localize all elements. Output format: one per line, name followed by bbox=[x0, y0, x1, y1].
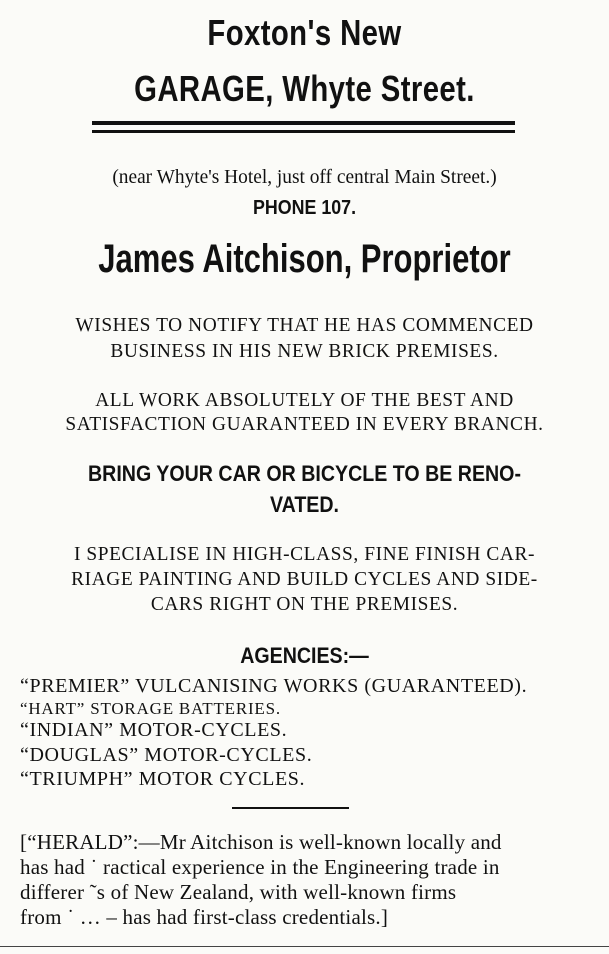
specialise-line-3: CARS RIGHT ON THE PREMISES. bbox=[150, 593, 459, 615]
quality-line-2: SATISFACTION GUARANTEED IN EVERY BRANCH. bbox=[65, 413, 544, 435]
proprietor-heading: James Aitchison, Proprietor bbox=[98, 237, 511, 281]
agencies-heading: AGENCIES:— bbox=[240, 643, 369, 668]
agency-item: “TRIUMPH” MOTOR CYCLES. bbox=[20, 768, 306, 790]
title-line-1: Foxton's New bbox=[207, 12, 402, 53]
divider-rule bbox=[232, 807, 349, 809]
notice-line-1: WISHES TO NOTIFY THAT HE HAS COMMENCED bbox=[75, 314, 534, 336]
notice-line-2: BUSINESS IN HIS NEW BRICK PREMISES. bbox=[110, 340, 499, 362]
bring-line-2: VATED. bbox=[269, 492, 340, 517]
address-text: (near Whyte's Hotel, just off central Main Street.) bbox=[112, 166, 497, 188]
agency-item: “DOUGLAS” MOTOR-CYCLES. bbox=[20, 744, 313, 766]
bring-line-1: BRING YOUR CAR OR BICYCLE TO BE RENO- bbox=[88, 461, 521, 486]
specialise-line-2: RIAGE PAINTING AND BUILD CYCLES AND SIDE- bbox=[71, 568, 538, 590]
agency-item: “PREMIER” VULCANISING WORKS (GUARANTEED). bbox=[20, 675, 528, 697]
herald-line-1: [“HERALD”:—Mr Aitchison is well-known locally and bbox=[20, 830, 502, 854]
double-rule-bottom bbox=[92, 130, 515, 133]
quality-line-1: ALL WORK ABSOLUTELY OF THE BEST AND bbox=[95, 389, 514, 411]
herald-line-4: from ˙ … – has had first-class credentials.] bbox=[20, 905, 389, 929]
title-line-2: GARAGE, Whyte Street. bbox=[134, 68, 475, 109]
phone-text: PHONE 107. bbox=[252, 197, 357, 219]
bottom-rule bbox=[0, 946, 609, 947]
agency-item: “INDIAN” MOTOR-CYCLES. bbox=[20, 719, 288, 741]
herald-line-2: has had ˙ ractical experience in the Engineering trade in bbox=[20, 855, 500, 879]
specialise-line-1: I SPECIALISE IN HIGH-CLASS, FINE FINISH CAR- bbox=[73, 543, 536, 565]
agency-item: “HART” STORAGE BATTERIES. bbox=[20, 699, 281, 718]
double-rule-top bbox=[92, 121, 515, 125]
herald-line-3: differer ˜s of New Zealand, with well-known firms bbox=[20, 880, 457, 904]
